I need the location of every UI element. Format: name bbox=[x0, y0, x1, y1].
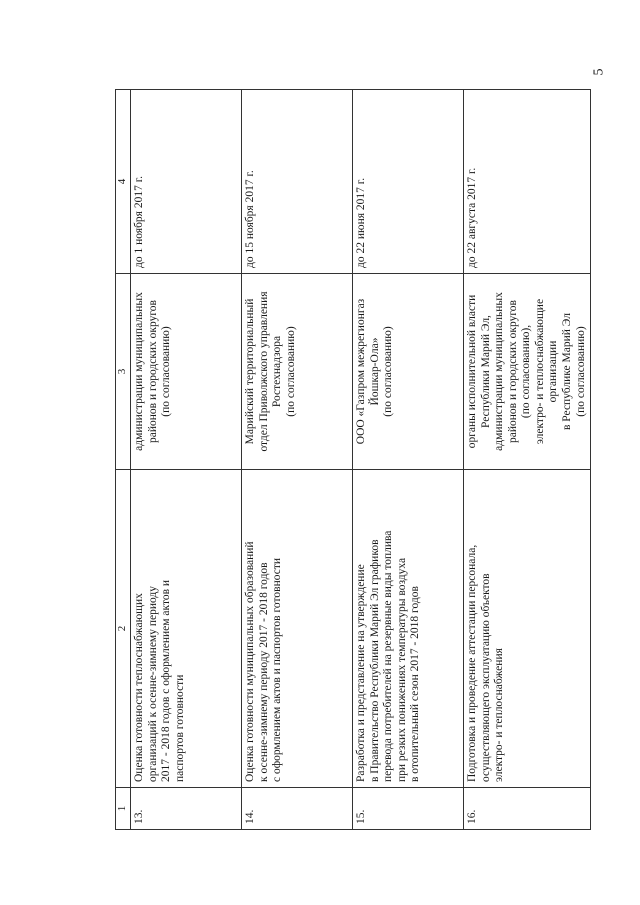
event-line: осуществляющего эксплуатацию объектов bbox=[479, 573, 492, 782]
header-col-2: 2 bbox=[116, 470, 131, 788]
event-cell bbox=[242, 470, 353, 788]
table-row bbox=[353, 90, 464, 830]
event-line: в отопительный сезон 2017 - 2018 годов bbox=[409, 586, 422, 782]
row-number: 16. bbox=[464, 788, 591, 830]
event-line: паспортов готовности bbox=[173, 674, 186, 782]
event-line: с оформлением актов и паспортов готовности bbox=[271, 557, 284, 782]
event-line: 2017 - 2018 годов с оформлением актов и bbox=[160, 579, 173, 782]
event-line: к осенне-зимнему периоду 2017 - 2018 годов bbox=[257, 562, 270, 782]
event-cell bbox=[131, 470, 242, 788]
row-number: 14. bbox=[242, 788, 353, 830]
event-line: Разработка и представление на утверждение bbox=[355, 564, 367, 782]
responsible-line: (по согласованию) bbox=[160, 326, 173, 417]
responsible-line: Йошкар-Ола» bbox=[368, 337, 381, 406]
header-col-3: 3 bbox=[116, 274, 131, 470]
responsible-line: (по согласованию) bbox=[574, 326, 587, 417]
event-line: Оценка готовности муниципальных образований bbox=[244, 541, 256, 782]
responsible-line: отдел Приволжского управления bbox=[257, 291, 270, 452]
responsible-cell bbox=[353, 274, 464, 470]
table-row bbox=[464, 90, 591, 830]
measures-table bbox=[115, 89, 591, 830]
event-line: Оценка готовности теплоснабжающих bbox=[133, 593, 145, 782]
responsible-line: администрации муниципальных bbox=[493, 292, 506, 451]
table-row bbox=[131, 90, 242, 830]
responsible-line: (по согласованию) bbox=[284, 326, 297, 417]
row-number: 15. bbox=[353, 788, 464, 830]
event-cell bbox=[464, 470, 591, 788]
responsible-line: районов и городских округов bbox=[146, 300, 159, 443]
responsible-cell bbox=[131, 274, 242, 470]
responsible-line: (по согласованию) bbox=[382, 326, 395, 417]
event-line: в Правительство Республики Марий Эл графиков bbox=[368, 539, 381, 782]
responsible-cell bbox=[242, 274, 353, 470]
event-line: при резких понижениях температуры воздуха bbox=[395, 557, 408, 782]
event-cell bbox=[353, 470, 464, 788]
header-col-1: 1 bbox=[116, 788, 131, 830]
responsible-cell bbox=[464, 274, 591, 470]
event-line: электро- и теплоснабжения bbox=[493, 648, 506, 782]
header-col-4: 4 bbox=[116, 90, 131, 274]
event-line: Подготовка и проведение аттестации персонала, bbox=[466, 544, 478, 782]
page-number: 5 bbox=[591, 68, 607, 76]
deadline-cell: до 22 июня 2017 г. bbox=[353, 90, 464, 274]
event-line: перевода потребителей на резервные виды топлива bbox=[382, 530, 395, 782]
deadline-cell: до 22 августа 2017 г. bbox=[464, 90, 591, 274]
table-header-row bbox=[116, 90, 131, 830]
responsible-line: органы исполнительной власти bbox=[466, 294, 478, 449]
responsible-line: ООО «Газпром межрегионгаз bbox=[355, 298, 367, 445]
responsible-line: районов и городских округов bbox=[506, 300, 519, 443]
responsible-line: Республики Марий Эл, bbox=[479, 315, 492, 428]
rotated-table-container bbox=[115, 90, 585, 830]
responsible-line: (по согласованию), bbox=[520, 324, 533, 419]
responsible-line: в Республике Марий Эл bbox=[560, 313, 573, 430]
responsible-line: администрации муниципальных bbox=[133, 292, 145, 451]
responsible-line: Ростехнадзора bbox=[271, 335, 284, 408]
responsible-line: Марийский территориальный bbox=[244, 298, 256, 445]
event-line: организаций к осенне-зимнему периоду bbox=[146, 585, 159, 782]
responsible-line: электро- и теплоснабжающие bbox=[533, 298, 546, 445]
row-number: 13. bbox=[131, 788, 242, 830]
deadline-cell: до 1 ноября 2017 г. bbox=[131, 90, 242, 274]
rotated-table bbox=[115, 90, 585, 830]
responsible-line: организации bbox=[547, 340, 560, 403]
deadline-cell: до 15 ноября 2017 г. bbox=[242, 90, 353, 274]
table-row bbox=[242, 90, 353, 830]
